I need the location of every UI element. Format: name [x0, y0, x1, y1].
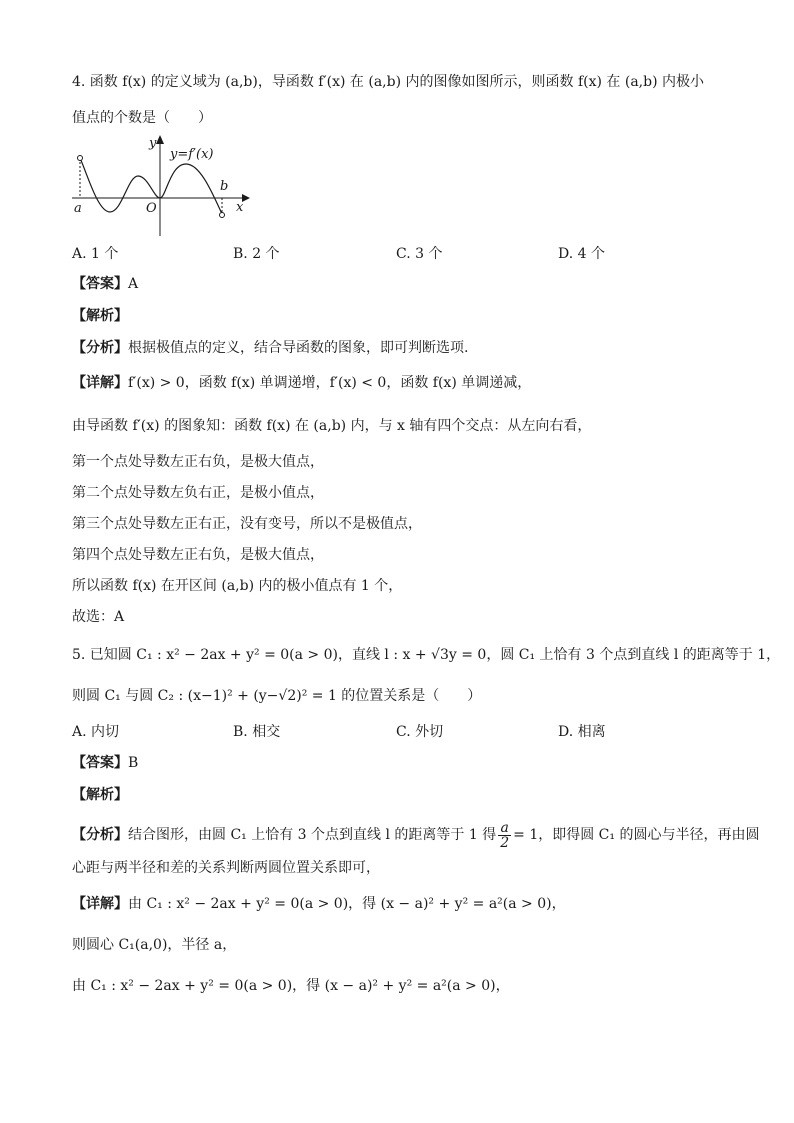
q4-body-line: 故选：A	[72, 609, 125, 625]
q5-repeat-line: 由 C₁ : x² − 2ax + y² = 0(a > 0)，得 (x − a)² + y² = a²(a > 0)，	[72, 978, 510, 994]
q4-stem-line-2: 值点的个数是（ ）	[72, 110, 212, 126]
q4-fenxi: 【分析】根据极值点的定义，结合导函数的图象，即可判断选项.	[72, 340, 469, 356]
graph-curve-label: y=f′(x)	[170, 147, 214, 162]
q5-stem-line-1: 5. 已知圆 C₁ : x² − 2ax + y² = 0(a > 0)，直线 l : x + √3y = 0，圆 C₁ 上恰有 3 个点到直线 l 的距离等于 1，	[72, 647, 781, 663]
fraction-a-over-2: $\frac{a}{2}$	[500, 819, 510, 851]
q5-option-b: B. 相交	[233, 724, 281, 740]
q4-body-line: 第一个点处导数左正右负，是极大值点，	[72, 454, 324, 470]
q5-option-a: A. 内切	[72, 724, 120, 740]
q4-body-line: 由导函数 f′(x) 的图象知：函数 f(x) 在 (a,b) 内，与 x 轴有四个交点：从左向右看，	[72, 418, 592, 434]
q4-analysis-heading: 【解析】	[72, 308, 128, 324]
q5-option-d: D. 相离	[558, 724, 606, 740]
graph-b-label: b	[220, 179, 229, 194]
graph-x-label: x	[236, 200, 244, 215]
graph-y-label: y	[149, 136, 157, 151]
q5-answer: 【答案】B	[72, 755, 139, 771]
q4-option-d: D. 4 个	[558, 246, 605, 262]
q4-option-a: A. 1 个	[72, 246, 119, 262]
q4-body-line: 所以函数 f(x) 在开区间 (a,b) 内的极小值点有 1 个，	[72, 578, 403, 594]
q5-fenxi: 【分析】结合图形，由圆 C₁ 上恰有 3 个点到直线 l 的距离等于 1 得 $\frac{a}{2}$ = 1，即得圆 C₁ 的圆心与半径，再由圆	[72, 819, 760, 851]
q4-option-b: B. 2 个	[233, 246, 280, 262]
q4-xiangjie: 【详解】f′(x) > 0，函数 f(x) 单调递增，f′(x) < 0，函数 f(x) 单调递减，	[72, 375, 532, 391]
q5-option-c: C. 外切	[396, 724, 444, 740]
q5-analysis-heading: 【解析】	[72, 787, 128, 803]
q4-derivative-graph	[70, 132, 250, 238]
q4-answer: 【答案】A	[72, 276, 139, 292]
q4-option-c: C. 3 个	[396, 246, 443, 262]
q5-stem-line-2: 则圆 C₁ 与圆 C₂ : (x−1)² + (y−√2)² = 1 的位置关系是（ ）	[72, 688, 482, 704]
q5-xiangjie: 【详解】由 C₁ : x² − 2ax + y² = 0(a > 0)，得 (x − a)² + y² = a²(a > 0)，	[72, 896, 566, 912]
q5-center-radius: 则圆心 C₁(a,0)，半径 a，	[72, 937, 237, 953]
q4-body-line: 第四个点处导数左正右负，是极大值点，	[72, 547, 324, 563]
q4-body-line: 第三个点处导数左正右正，没有变号，所以不是极值点，	[72, 516, 422, 532]
q5-fenxi-line-2: 心距与两半径和差的关系判断两圆位置关系即可，	[72, 860, 380, 876]
graph-a-label: a	[74, 201, 82, 216]
q4-body-line: 第二个点处导数左负右正，是极小值点，	[72, 485, 324, 501]
graph-origin-label: O	[146, 201, 157, 216]
q4-stem-line-1: 4. 函数 f(x) 的定义域为 (a,b)，导函数 f′(x) 在 (a,b) 内的图像如图所示，则函数 f(x) 在 (a,b) 内极小	[72, 74, 704, 90]
